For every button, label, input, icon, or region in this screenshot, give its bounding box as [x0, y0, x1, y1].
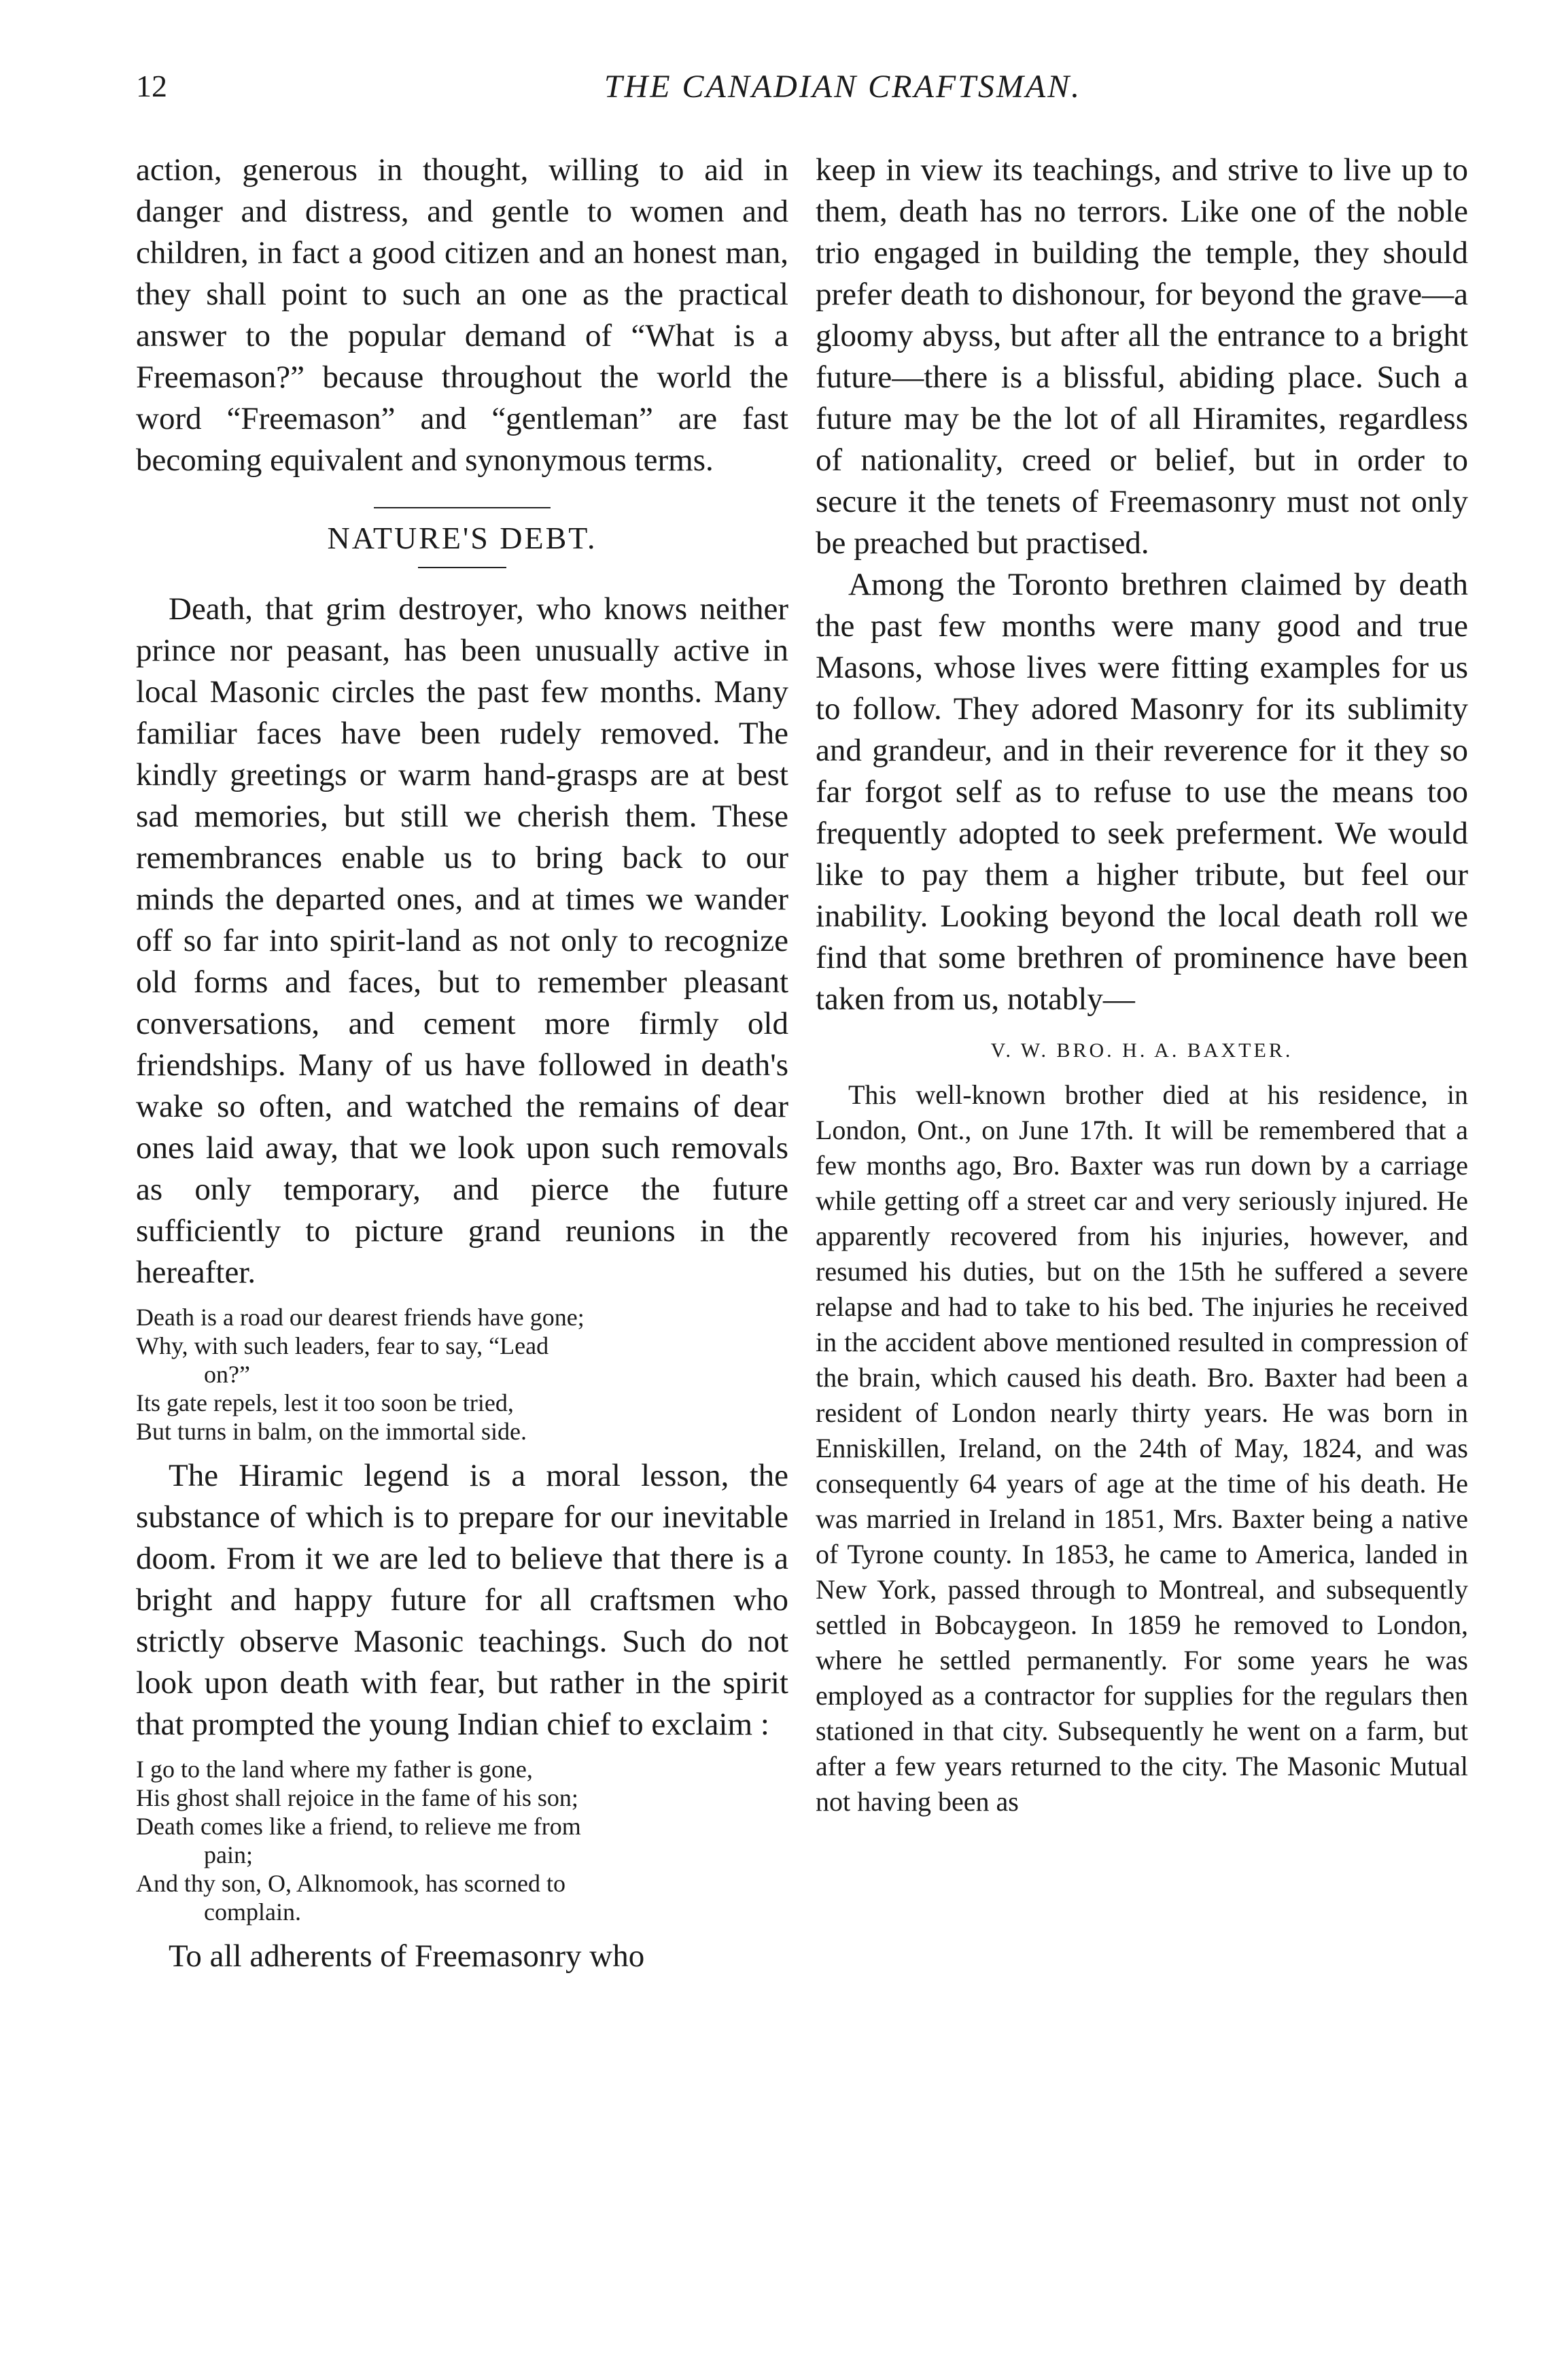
right-column [816, 150, 1468, 1819]
verse-line: And thy son, O, Alknomook, has scorned to [136, 1870, 565, 1897]
verse-line: Why, with such leaders, fear to say, “Lead [136, 1332, 549, 1359]
left-column [136, 150, 788, 1977]
article-paragraph: To all adherents of Freemasonry who [169, 1938, 645, 1974]
article-paragraph: Among the Toronto brethren claimed by death the past few months were many good and true Masons, whose lives were fitting examples for us to follow. They adored Masonry for its sublimity and grandeur, and in their reverence for it they so far forgot self as to refuse to use the means too frequently adopted to seek preferment. We would like to pay them a higher tribute, but feel our inability. Looking beyond the local death roll we find that some brethren of prominence have been taken from us, notably— [816, 567, 1468, 1017]
obituary-paragraph: This well-known brother died at his residence, in London, Ont., on June 17th. It will be remembered that a few months ago, Bro. Baxter was run down by a carriage while getting off a street car and very seriously injured. He apparently recovered from his injuries, however, and resumed his duties, but on the 15th he suffered a severe relapse and had to take to his bed. The injuries he received in the accident above mentioned resulted in compression of the brain, which caused his death. Bro. Baxter had been a resident of London nearly thirty years. He was born in Enniskillen, Ireland, on the 24th of May, 1824, and was consequently 64 years of age at the time of his death. He was married in Ireland in 1851, Mrs. Baxter being a native of Tyrone county. In 1853, he came to America, landed in New York, passed through to Montreal, and subsequently settled in Bobcaygeon. In 1859 he removed to London, where he settled permanently. For some years he was employed as a contractor for supplies for the regulars then stationed in that city. Subsequently he went on a farm, but after a few years returned to the city. The Masonic Mutual not having been as [816, 1079, 1468, 1817]
article-paragraph: The Hiramic legend is a moral lesson, the substance of which is to prepare for our inevitable doom. From it we are led to believe that there is a bright and happy future for all craftsmen who strictly observe Masonic teachings. Such do not look upon death with fear, but rather in the spirit that prompted the young Indian chief to exclaim : [136, 1458, 788, 1742]
verse-line: pain; [204, 1841, 253, 1868]
verse-line: Death is a road our dearest friends have gone; [136, 1304, 585, 1331]
section-title: NATURE'S DEBT. [327, 521, 597, 555]
verse-quote [136, 1755, 788, 1926]
article-paragraph: Death, that grim destroyer, who knows neither prince nor peasant, has been unusually active in local Masonic circles the past few months. Many familiar faces have been rudely removed. The kindly greetings or warm hand-grasps are at best sad memories, but still we cherish them. These remembrances enable us to bring back to our minds the departed ones, and at times we wander off so far into spirit-land as not only to recognize old forms and faces, but to remember pleasant conversations, and cement more firmly old friendships. Many of us have followed in death's wake so often, and watched the remains of dear ones laid away, that we look upon such removals as only temporary, and pierce the future sufficiently to picture grand reunions in the hereafter. [136, 591, 788, 1290]
verse-line: His ghost shall rejoice in the fame of his son; [136, 1784, 578, 1811]
verse-line: Death comes like a friend, to relieve me from [136, 1813, 581, 1840]
page-number: 12 [136, 69, 167, 103]
verse-line: Its gate repels, lest it too soon be tried, [136, 1389, 514, 1416]
obituary-heading: V. W. BRO. H. A. BAXTER. [990, 1039, 1293, 1062]
verse-line: on?” [204, 1361, 250, 1388]
section-divider-bottom [418, 567, 506, 568]
verse-line: I go to the land where my father is gone, [136, 1756, 533, 1783]
section-divider-top [374, 507, 551, 508]
page-header [136, 68, 1468, 122]
verse-line: But turns in balm, on the immortal side. [136, 1418, 527, 1445]
running-title: THE CANADIAN CRAFTSMAN. [604, 69, 1082, 105]
verse-quote [136, 1303, 788, 1446]
verse-line: complain. [204, 1898, 301, 1926]
intro-paragraph: action, generous in thought, willing to aid in danger and distress, and gentle to women and children, in fact a good citizen and an honest man, they shall point to such an one as the practical answer to the popular demand of “What is a Freemason?” because throughout the world the word “Freemason” and “gentleman” are fast becoming equivalent and synonymous terms. [136, 152, 788, 478]
article-paragraph: keep in view its teachings, and strive to live up to them, death has no terrors. Like one of the noble trio engaged in building the temple, they should prefer death to dishonour, for beyond the grave—a gloomy abyss, but after all the entrance to a bright future—there is a blissful, abiding place. Such a future may be the lot of all Hiramites, regardless of nationality, creed or belief, but in order to secure it the tenets of Freemasonry must not only be preached but practised. [816, 152, 1468, 561]
